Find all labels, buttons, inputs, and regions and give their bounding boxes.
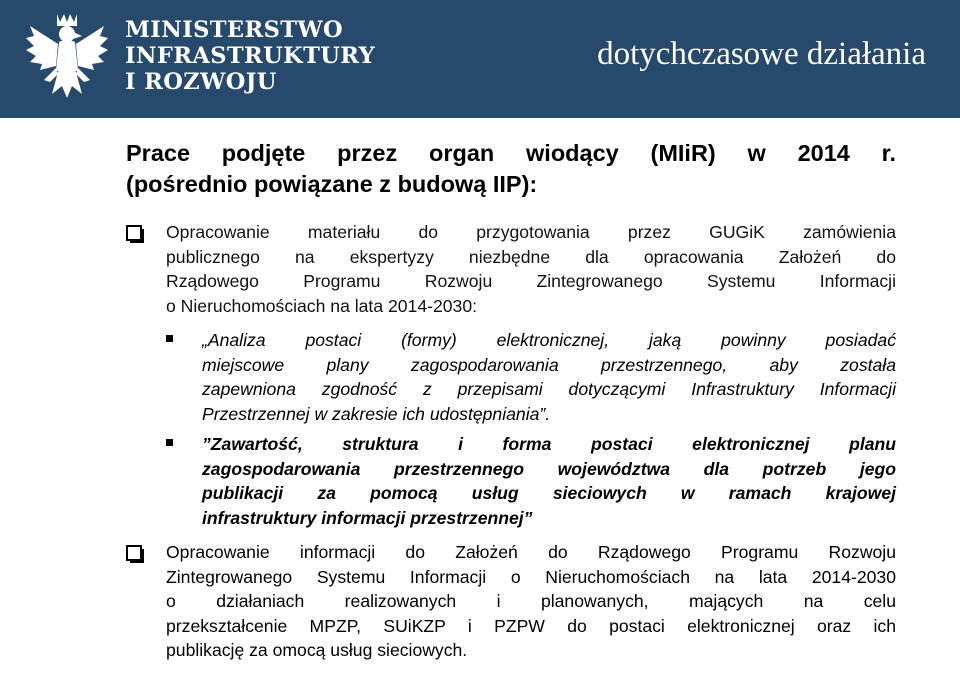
ministry-line-1: MINISTERSTWO — [125, 17, 344, 43]
item1-line-4: o Nieruchomościach na lata 2014-2030: — [166, 295, 478, 316]
sub2-line-4: infrastruktury informacji przestrzennej” — [202, 507, 533, 528]
section-title: dotychczasowe działania — [597, 36, 926, 72]
sub1-line-1: „Analiza postaci (formy) elektronicznej, jaką powinny posiadać — [202, 330, 896, 350]
item2-line-1: Opracowanie informacji do Założeń do Rządowego Programu Rozwoju — [166, 542, 896, 562]
checkbox-bullet-icon — [126, 225, 142, 241]
sub-list-item — [126, 328, 896, 426]
list-item — [126, 540, 896, 663]
sub2-line-1: ”Zawartość, struktura i forma postaci elektronicznej planu — [202, 434, 896, 454]
item1-line-3: Rządowego Programu Rozwoju Zintegrowanego Systemu Informacji — [166, 271, 896, 291]
slide-content — [126, 138, 896, 663]
square-bullet-icon — [166, 439, 173, 446]
sub1-line-4: Przestrzennej w zakresie ich udostępniania”. — [202, 403, 551, 424]
heading-line-2: (pośrednio powiązane z budową IIP): — [126, 171, 538, 197]
ministry-name — [125, 17, 375, 95]
sub1-line-3: zapewniona zgodność z przepisami dotyczącymi Infrastruktury Informacji — [202, 379, 896, 399]
slide-heading — [126, 138, 896, 200]
header-banner — [0, 0, 960, 118]
item1-line-1: Opracowanie materiału do przygotowania przez GUGiK zamówienia — [166, 222, 896, 242]
checkbox-bullet-icon — [126, 545, 142, 561]
polish-eagle-icon — [22, 8, 112, 106]
item2-line-3: o działaniach realizowanych i planowanych, mających na celu — [166, 591, 896, 611]
item2-line-2: Zintegrowanego Systemu Informacji o Nieruchomościach na lata 2014-2030 — [166, 566, 896, 587]
square-bullet-icon — [166, 335, 173, 342]
heading-line-1: Prace podjęte przez organ wiodący (MIiR) w 2014 r. — [126, 140, 896, 166]
ministry-line-2: INFRASTRUKTURY — [125, 43, 376, 69]
list-item — [126, 220, 896, 318]
sub2-line-2: zagospodarowania przestrzennego województwa dla potrzeb jego — [202, 458, 896, 479]
sub2-line-3: publikacji za pomocą usług sieciowych w ramach krajowej — [202, 483, 896, 503]
sub-list-item — [126, 432, 896, 530]
ministry-line-3: I ROZWOJU — [125, 69, 277, 95]
item1-line-2: publicznego na ekspertyzy niezbędne dla opracowania Założeń do — [166, 246, 896, 267]
sub1-line-2: miejscowe plany zagospodarowania przestrzennego, aby została — [202, 354, 896, 375]
item2-line-4: przekształcenie MPZP, SUiKZP i PZPW do postaci elektronicznej oraz ich — [166, 615, 896, 636]
item2-line-5: publikację za omocą usług sieciowych. — [166, 640, 468, 660]
